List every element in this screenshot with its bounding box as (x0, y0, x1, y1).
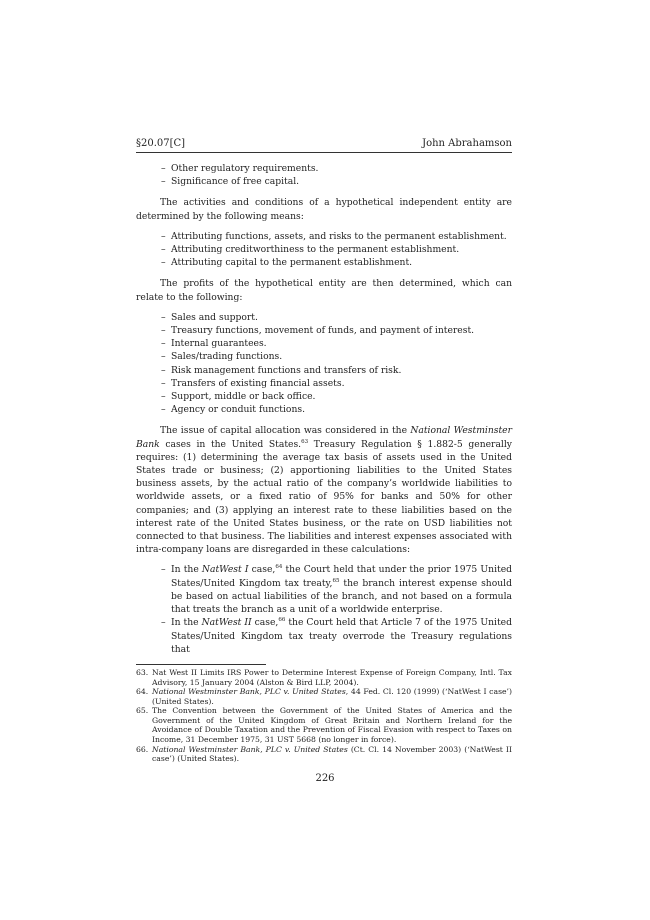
footnotes (136, 668, 512, 764)
footnote-number: 64. (136, 687, 149, 697)
footnote-number: 65. (136, 706, 149, 716)
footnote-text: The Convention between the Government of the United States of America and the Government of the United Kingdom of Great Britain and Northern Ireland for the Avoidance of Double Taxation and the Prevention of Fiscal Evasion with respect to Taxes on Income, 31 December 1975, 31 UST 5668 (no longer in force). (152, 706, 512, 745)
list-item: – Other regulatory requirements. (161, 162, 512, 175)
list-item: – Sales/trading functions. (161, 350, 512, 363)
footnote-text: National Westminster Bank, PLC v. United States (Ct. Cl. 14 November 2003) (‘NatWest II case’) (United States). (152, 744, 512, 764)
footnote-number: 66. (136, 744, 149, 754)
footnote-divider (136, 664, 266, 665)
list-item: – Attributing functions, assets, and risks to the permanent establishment. (161, 230, 512, 243)
footnote (136, 745, 512, 764)
footnote-ref[interactable]: 66 (278, 617, 286, 624)
footnote-ref[interactable]: 64 (275, 564, 283, 571)
page-content (136, 137, 512, 764)
footnote (136, 706, 512, 744)
case-name: NatWest II (201, 617, 252, 629)
footnote (136, 668, 512, 687)
list-item: – Treasury functions, movement of funds, and payment of interest. (161, 324, 512, 337)
running-header (136, 137, 512, 153)
paragraph: The issue of capital allocation was considered in the National Westminster Bank cases in the United States.$^{63}$ Treasury Regulation § 1.882-5 generally requires: (1) determining the average tax basis of assets used in the United States trade or business; (2) apportioning liabilities to the United States business assets, by the actual ratio of the company’s worldwide liabilities to worldwide assets, or a fixed ratio of 95% for banks and 50% for other companies; and (3) applying an interest rate to these liabilities based on the interest rate of the United States business, or the rate on USD liabilities not connected to that business. The liabilities and interest expenses associated with intra-company loans are disregarded in these calculations: (136, 425, 512, 556)
list-item: – Internal guarantees. (161, 337, 512, 350)
list-item: – In the NatWest I case,$^{64}$ the Court held that under the prior 1975 United States/United Kingdom tax treaty,$^{65}$ the branch interest expense should be based on actual liabilities of the branch, and not based on a formula that treats the branch as a unit of a worldwide enterprise. (161, 563, 512, 616)
bullet-list-3 (161, 311, 512, 417)
case-name: NatWest I (201, 564, 249, 576)
paragraph: The profits of the hypothetical entity are then determined, which can relate to the following: (136, 278, 512, 303)
body-text (136, 162, 512, 656)
bullet-list-4 (161, 563, 512, 655)
section-reference: §20.07[C] (136, 138, 186, 149)
list-item: – Support, middle or back office. (161, 390, 512, 403)
paragraph: The activities and conditions of a hypothetical independent entity are determined by the following means: (136, 197, 512, 222)
author-name: John Abrahamson (422, 138, 512, 149)
list-item: – Sales and support. (161, 311, 512, 324)
footnote (136, 687, 512, 706)
footnote-ref[interactable]: 65 (332, 577, 340, 584)
footnote-number: 63. (136, 667, 149, 677)
list-item: – In the NatWest II case,$^{66}$ the Court held that Article 7 of the 1975 United States/United Kingdom tax treaty overrode the Treasury regulations that (161, 616, 512, 656)
list-item: – Transfers of existing financial assets. (161, 377, 512, 390)
list-item: – Agency or conduit functions. (161, 403, 512, 416)
footnote-text: National Westminster Bank, PLC v. United States, 44 Fed. Cl. 120 (1999) (‘NatWest I case’) (United States). (152, 687, 513, 706)
list-item: – Attributing creditworthiness to the permanent establishment. (161, 243, 512, 256)
list-item: – Attributing capital to the permanent establishment. (161, 256, 512, 269)
list-item: – Significance of free capital. (161, 175, 512, 188)
page-number: 226 (315, 773, 335, 784)
footnote-ref[interactable]: 63 (301, 438, 309, 445)
footnote-text: Nat West II Limits IRS Power to Determine Interest Expense of Foreign Company, Intl. Tax Advisory, 15 January 2004 (Alston & Bird LLP, 2004). (152, 667, 512, 687)
list-item: – Risk management functions and transfers of risk. (161, 364, 512, 377)
bullet-list-2 (161, 230, 512, 270)
case-name: National Westminster Bank (136, 425, 512, 450)
bullet-list-1 (161, 162, 512, 188)
